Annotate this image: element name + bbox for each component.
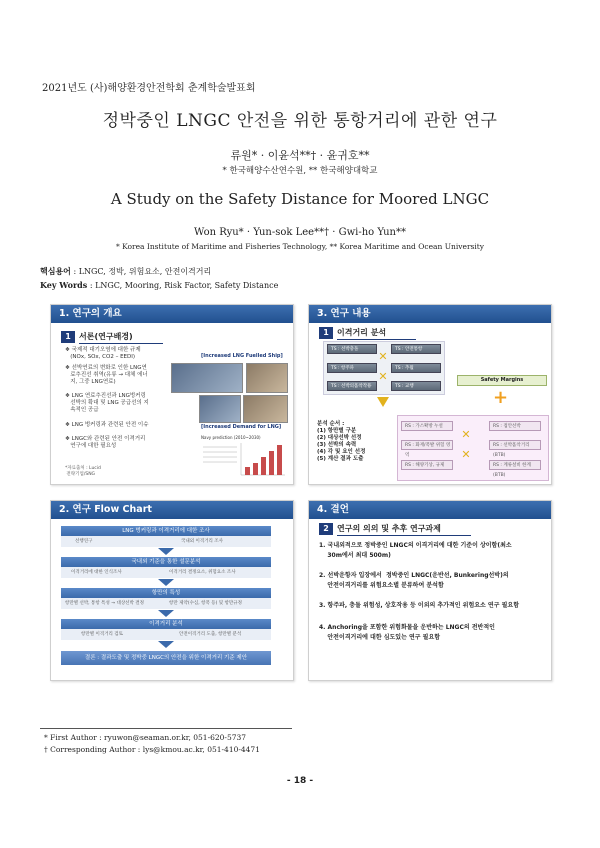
korean-title: 정박중인 LNGC 안전을 위한 통항거리에 관한 연구 — [102, 111, 498, 131]
flow-step-3-detail: 항만별 선박, 통항 특성 → 대상선박 결정 항만 제약(수심, 항폭 등) 및 항만규정 — [61, 598, 271, 609]
footnote-divider — [40, 728, 292, 729]
terminal-photo — [199, 395, 241, 423]
conclusion-item-4: 4. Anchoring을 포함한 위험화물을 운반하는 LNGC의 전반적인 안전이격거리에 대한 심도있는 연구 필요함 — [319, 624, 495, 641]
overview-bullet-3: ❖ LNG 연료추진선과 LNG벙커링 선박의 확대 및 LNG 공급선의 지 속적인 공급 — [65, 393, 149, 413]
risk-box-mooring: RS : 계류설비 한계(BTB) — [489, 460, 541, 470]
cross-icon: ✕ — [461, 428, 471, 441]
demand-chart — [201, 441, 286, 477]
slide-flowchart-header: 2. 연구 Flow Chart — [51, 501, 293, 519]
korean-affiliations: * 한국해양수산연수원, ** 한국해양대학교 — [222, 166, 378, 176]
slide-conclusion-subtitle — [319, 523, 471, 535]
slide-overview-subtitle — [61, 331, 163, 343]
subtitle-label: 연구의 의의 및 추후 연구과제 — [337, 523, 471, 536]
safety-margins-label: Safety Margins — [457, 375, 547, 386]
subtitle-number: 1 — [61, 331, 75, 343]
risk-box-suction-distance: RS : 선박흡착거리(BTB) — [489, 440, 541, 450]
cross-icon: ✕ — [461, 448, 471, 461]
slide-research-header: 3. 연구 내용 — [309, 305, 551, 323]
factor-box-crossing: TS : 교행 — [391, 381, 441, 391]
subtitle-label: 서론(연구배경) — [79, 331, 163, 344]
analysis-step-2: (2) 대상선박 선정 — [317, 435, 362, 441]
overview-source: *자료출처 : Lucid 전략기업/SNG — [65, 466, 101, 477]
conclusion-item-3: 3. 항주파, 충돌 위험성, 상호작용 등 이외의 추가적인 위험요소 연구 필요함 — [319, 602, 519, 609]
conclusion-item-2: 2. 선박운항자 입장에서 정박중인 LNGC(운반선, Bunkering선박)의 안전이격거리를 위험요소별 분류하여 분석함 — [319, 572, 509, 589]
arrow-down-icon — [158, 641, 174, 648]
footnote-first-author: * First Author : ryuwon@seaman.or.kr, 051-620-5737 — [44, 733, 247, 742]
risk-box-fire: RS : 화재/폭발 위험 영역 — [401, 440, 453, 450]
slide-conclusion-header: 4. 결언 — [309, 501, 551, 519]
keywords-ko-text: : LNGC, 정박, 위험요소, 안전이격거리 — [73, 267, 212, 276]
arrow-down-icon — [158, 610, 174, 617]
cross-icon: ✕ — [378, 350, 388, 363]
risk-box-weather: RS : 해양기상, 규제 — [401, 460, 453, 470]
analysis-step-4: (4) 각 및 요인 선정 — [317, 449, 366, 455]
overview-bullet-4: ❖ LNG 벙커링과 관련된 안전 이슈 — [65, 422, 149, 428]
subtitle-label: 이격거리 분석 — [337, 327, 416, 340]
flow-step-3: 항만의 특성 — [61, 588, 271, 598]
slide-conclusion — [308, 500, 552, 681]
keywords-en — [40, 280, 278, 290]
flow-step-4-detail: 항만별 이격거리 검토 안전이격거리 도출, 항만별 분석 — [61, 629, 271, 640]
plus-icon: + — [493, 387, 509, 408]
footnote-corresponding-author: † Corresponding Author : lys@kmou.ac.kr, 051-410-4471 — [44, 745, 260, 754]
lng-ship-photo — [171, 363, 243, 393]
analysis-step-1: (1) 항만별 구분 — [317, 428, 357, 434]
flow-step-2: 국내외 기준을 통한 설문분석 — [61, 557, 271, 567]
flow-step-1-detail: 선행연구 국내외 이격거리 조사 — [61, 536, 271, 547]
page-number: - 18 - — [286, 776, 314, 786]
subtitle-number: 1 — [319, 327, 333, 339]
english-authors: Won Ryu* · Yun-sok Lee**† · Gwi-ho Yun** — [194, 227, 406, 238]
chart-title: Navy prediction (2010~2030) — [201, 435, 261, 440]
slide-research — [308, 304, 552, 485]
flow-result: 결론 : 결과도출 및 정박중 LNGC의 안전을 위한 이격거리 기준 제안 — [61, 651, 271, 665]
flow-step-1: LNG 벙커링과 이격거리에 대한 조사 — [61, 526, 271, 536]
analysis-step-3: (3) 선박의 속력 — [317, 442, 357, 448]
slide-flowchart — [50, 500, 294, 681]
factor-box-collision: TS : 선박충돌 — [327, 344, 377, 354]
factor-box-overtaking: TS : 추월 — [391, 363, 441, 373]
lng-demand-tag: [Increased Demand for LNG] — [201, 424, 282, 430]
bunkering-photo — [246, 363, 288, 393]
keywords-ko-label: 핵심용어 — [40, 266, 71, 276]
factor-box-suction: TS : 선박의흡착작용 — [327, 381, 377, 391]
overview-bullet-1: ❖ 국제적 대기오염에 대한 규제 (NOx, SOx, CO2 – EEDI) — [65, 347, 141, 360]
subtitle-number: 2 — [319, 523, 333, 535]
korean-authors: 류원* · 이윤석**† · 윤귀호** — [230, 149, 370, 162]
cross-icon: ✕ — [378, 370, 388, 383]
conclusion-item-1: 1. 국내외적으로 정박중인 LNGC의 이격거리에 대한 기준이 상이함(최소 30m에서 최대 500m) — [319, 542, 512, 559]
slide-overview — [50, 304, 294, 485]
english-title: A Study on the Safety Distance for Moored LNGC — [110, 190, 490, 208]
slide-overview-header: 1. 연구의 개요 — [51, 305, 293, 323]
arrow-down-icon — [158, 548, 174, 555]
factor-box-safe-passage: TS : 안전통항 — [391, 344, 441, 354]
arrow-down-icon — [158, 579, 174, 586]
conference-header: 2021년도 (사)해양환경안전학회 춘계학술발표회 — [42, 83, 256, 94]
crane-photo — [243, 395, 288, 423]
analysis-step-5: (5) 계산 결과 도출 — [317, 456, 364, 462]
slide-research-subtitle — [319, 327, 416, 339]
arrow-down-icon — [377, 397, 389, 407]
keywords-ko — [40, 266, 211, 277]
keywords-en-text: : LNGC, Mooring, Risk Factor, Safety Distance — [89, 281, 279, 290]
keywords-en-label: Key Words — [40, 280, 88, 290]
overview-bullet-5: ❖ LNGC와 관련된 안전 이격거리 연구에 대한 필요성 — [65, 436, 146, 449]
factor-box-wave: TS : 항주파 — [327, 363, 377, 373]
overview-bullet-2: ❖ 선박연료의 변화로 인한 LNG연 료추진선 취역(유류 → 대체 에너 지, 그중 LNG연료) — [65, 365, 148, 385]
risk-box-berthing: RS : 접안선박 — [489, 421, 541, 431]
lng-ship-tag: [Increased LNG Fuelled Ship] — [201, 353, 283, 359]
risk-box-gas-leak: RS : 가스확방 누설 — [401, 421, 453, 431]
english-affiliations: * Korea Institute of Maritime and Fisheries Technology, ** Korea Maritime and Ocean University — [115, 242, 485, 251]
analysis-title: 분석 순서 : — [317, 421, 345, 427]
flow-step-4: 이격거리 분석 — [61, 619, 271, 629]
flow-step-2-detail: 이격거리에 대한 인식조사 이격거리 결정요소, 위험요소 조사 — [61, 567, 271, 578]
